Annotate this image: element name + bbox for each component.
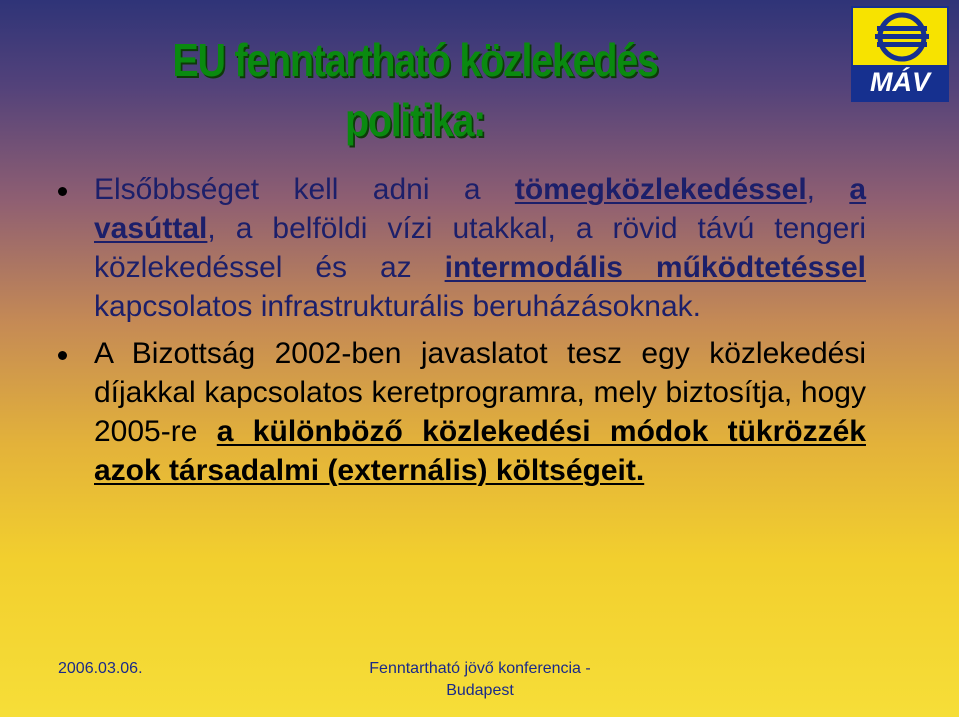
emphasis-text: tömegközlekedéssel <box>514 173 807 206</box>
bullet-item <box>58 334 866 490</box>
slide-body <box>58 170 866 498</box>
footer-conference <box>330 658 630 702</box>
mav-logo-text: MÁV <box>853 65 947 100</box>
mav-emblem-icon <box>875 12 929 62</box>
bullet-text: A Bizottság 2002-ben javaslatot tesz egy közlekedési díjakkal kapcsolatos keretprogramra, mely biztosítja, hogy 2005-re a különböző közlekedési módok tükrözzék azok társadalmi (externális) költségeit. <box>94 337 866 487</box>
emphasis-text: a vasúttal <box>94 173 867 245</box>
mav-logo <box>851 6 949 102</box>
slide-title-line2: politika: <box>344 94 486 146</box>
emphasis-text: intermodális működtetéssel <box>444 251 866 284</box>
bullet-text: Elsőbbséget kell adni a tömegközlekedéssel, a vasúttal, a belföldi vízi utakkal, a rövid távú tengeri közlekedéssel és az intermodális működtetéssel kapcsolatos infrastrukturális beruházásoknak. <box>94 173 867 323</box>
slide-title-line1: EU fenntartható közlekedés <box>172 34 658 86</box>
bullet-item <box>58 170 866 326</box>
footer-date: 2006.03.06. <box>58 660 143 677</box>
footer-conference-line1: Fenntartható jövő konferencia - <box>369 660 591 677</box>
bullet-dot-icon <box>58 351 67 360</box>
footer-conference-line2: Budapest <box>446 682 514 699</box>
bullet-dot-icon <box>58 187 67 196</box>
slide-title <box>58 30 772 150</box>
emphasis-text: a különböző közlekedési módok tükrözzék azok társadalmi (externális) költségeit. <box>94 415 866 487</box>
